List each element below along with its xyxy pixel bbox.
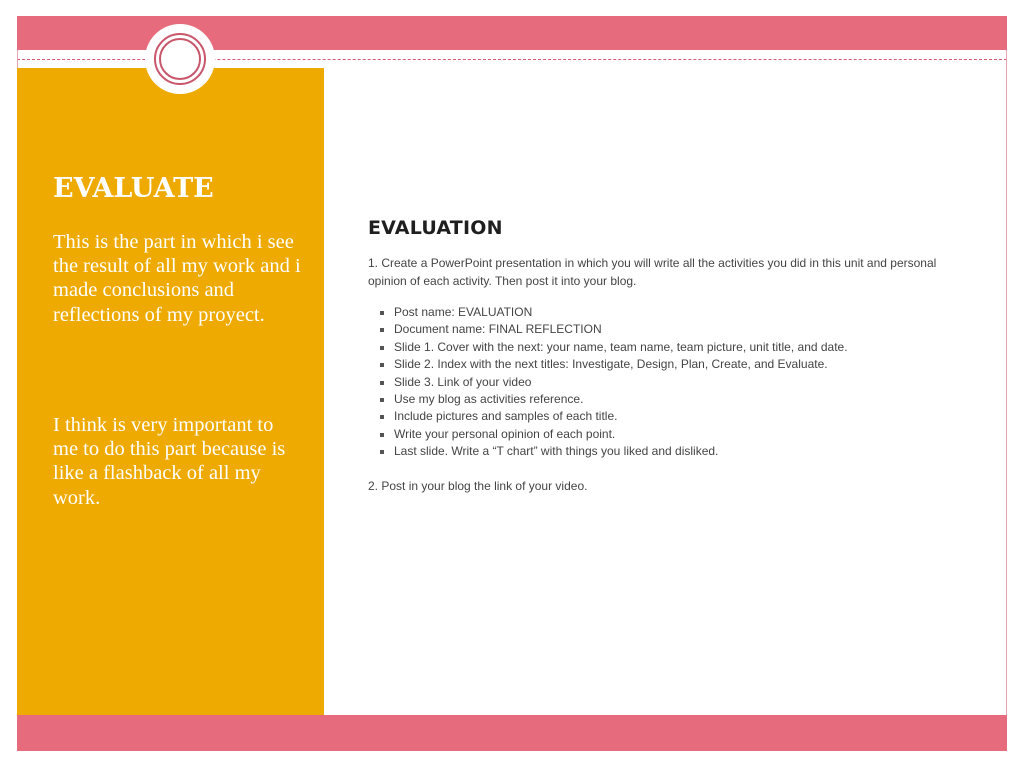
bottom-accent-band xyxy=(17,715,1007,751)
double-circle-emblem-icon xyxy=(145,24,215,94)
list-item: Last slide. Write a “T chart” with things you liked and disliked. xyxy=(380,443,978,460)
right-frame-line xyxy=(1006,50,1007,715)
list-item: Document name: FINAL REFLECTION xyxy=(380,321,978,338)
left-frame-line xyxy=(17,50,18,68)
side-paragraph-2: I think is very important to me to do this part because is like a flashback of all my work. xyxy=(53,414,286,509)
main-intro: 1. Create a PowerPoint presentation in which you will write all the activities you did in this unit and personal opinion of each activity. Then post it into your blog. xyxy=(368,256,937,288)
side-paragraph-1: This is the part in which i see the result of all my work and i made conclusions and reflections of my proyect. xyxy=(53,231,301,326)
side-heading: EVALUATE xyxy=(53,173,214,204)
list-item: Slide 1. Cover with the next: your name, team name, team picture, unit title, and date. xyxy=(380,339,978,356)
instruction-list xyxy=(368,304,978,461)
list-item: Write your personal opinion of each point. xyxy=(380,426,978,443)
list-item: Use my blog as activities reference. xyxy=(380,391,978,408)
main-footer: 2. Post in your blog the link of your video. xyxy=(368,478,588,493)
list-item: Slide 2. Index with the next titles: Investigate, Design, Plan, Create, and Evaluate. xyxy=(380,356,978,373)
list-item: Include pictures and samples of each title. xyxy=(380,408,978,425)
list-item: Post name: EVALUATION xyxy=(380,304,978,321)
list-item: Slide 3. Link of your video xyxy=(380,374,978,391)
emblem-inner-ring xyxy=(159,38,201,80)
main-title: EVALUATION xyxy=(368,217,503,239)
side-panel xyxy=(17,68,324,715)
main-content xyxy=(368,216,978,495)
